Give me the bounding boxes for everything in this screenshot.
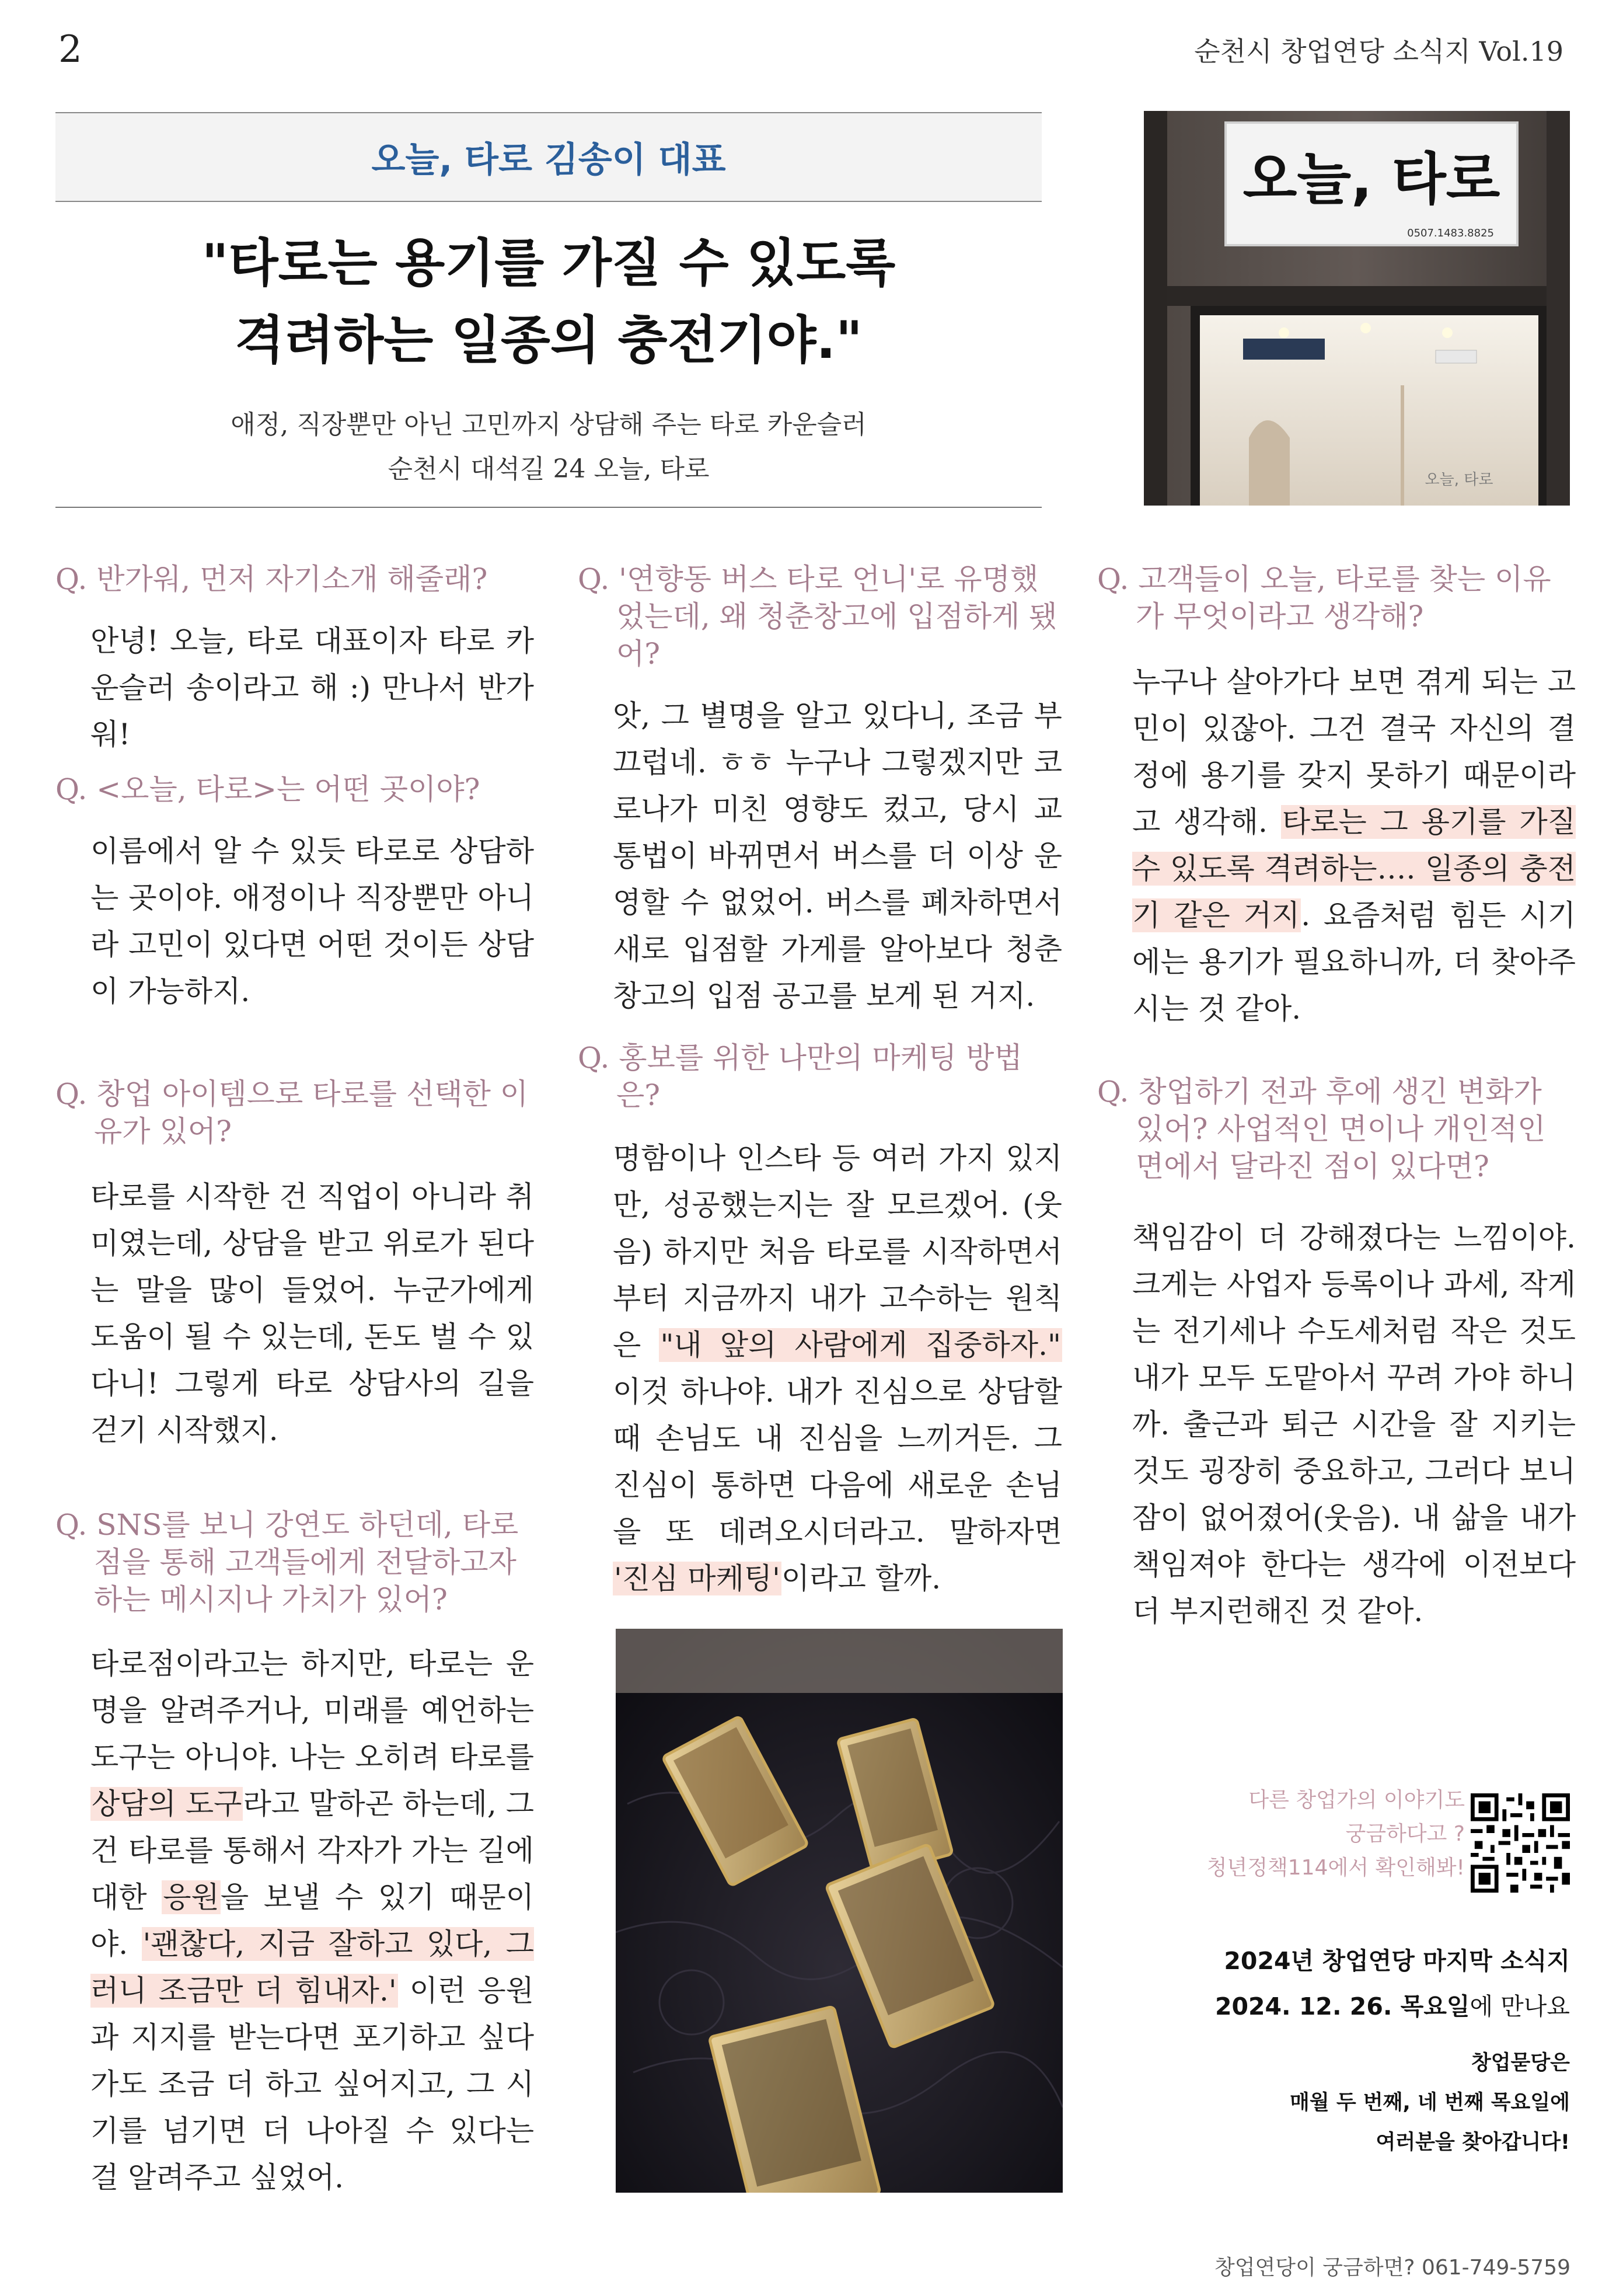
highlighted-text: 타로는 그 용기를 가질 수 있도록 격려하는…. 일종의 충전기 같은 거지 — [1132, 805, 1576, 932]
question: Q. SNS를 보니 강연도 하던데, 타로점을 통해 고객들에게 전달하고자 하는 메시지나 가치가 있어? — [55, 1508, 519, 1616]
subtitle-line: 순천시 대석길 24 오늘, 타로 — [388, 454, 710, 484]
next-issue-notice — [1109, 1938, 1570, 2029]
subtitle-line: 애정, 직장뿐만 아닌 고민까지 상담해 주는 타로 카운슬러 — [231, 410, 867, 440]
headline-line: "타로는 용기를 가질 수 있도록 — [201, 233, 896, 293]
answer: 이름에서 알 수 있듯 타로로 상담하는 곳이야. 애정이나 직장뿐만 아니라 고민이 있다면 어떤 것이든 상담이 가능하지. — [90, 834, 534, 1008]
page-number: 2 — [58, 28, 82, 71]
highlighted-text: '괜찮다, 지금 잘하고 있다, 그러니 조금만 더 힘내자.' — [90, 1927, 534, 2008]
highlighted-text: '진심 마케팅' — [614, 1562, 780, 1595]
promo-line: 다른 창업가의 이야기도 — [1248, 1788, 1465, 1812]
qa-section — [578, 560, 1062, 1019]
highlighted-text: 상담의 도구 — [92, 1787, 242, 1821]
qr-code[interactable] — [1471, 1793, 1570, 1893]
highlighted-text: 응원 — [163, 1880, 219, 1914]
notice-line: 에 만나요 — [1470, 1992, 1570, 2020]
highlighted-text: "내 앞의 사람에게 집중하자." — [660, 1328, 1061, 1362]
question: Q. 창업하기 전과 후에 생긴 변화가 있어? 사업적인 면이나 개인적인 면에서 달라진 점이 있다면? — [1097, 1075, 1546, 1183]
answer: 안녕! 오늘, 타로 대표이자 타로 카운슬러 송이라고 해 :) 만나서 반가워! — [90, 624, 534, 751]
interview-title: 오늘, 타로 김송이 대표 — [371, 140, 726, 180]
qa-section — [55, 560, 534, 758]
tarot-cards-photo — [616, 1629, 1063, 2193]
promo-line: 궁금하다고 ? — [1345, 1822, 1465, 1846]
monthly-line: 여러분을 찾아갑니다! — [1376, 2131, 1570, 2154]
newsletter-title: 순천시 창업연당 소식지 Vol.19 — [1194, 36, 1563, 67]
question: Q. <오늘, 타로>는 어떤 곳이야? — [55, 772, 480, 806]
store-sign-phone: 0507.1483.8825 — [1407, 227, 1494, 239]
answer: 책임감이 더 강해졌다는 느낌이야. 크게는 사업자 등록이나 과세, 작게는 전기세나 수도세처럼 작은 것도 내가 모두 도맡아서 꾸려 가야 하니까. 출근과 퇴근 시간을 잘 지키는 것도 굉장히 중요하고, 그러다 보니 잠이 없어졌어(웃음). 내 삶을 내가 책임져야 한다는 생각에 이전보다 더 부지런해진 것 같아. — [1132, 1221, 1576, 1628]
tarot-cards-image — [616, 1629, 1063, 2193]
notice-line: 2024년 창업연당 마지막 소식지 — [1224, 1947, 1570, 1975]
subtitle — [55, 403, 1042, 492]
answer: 타로점이라고는 하지만, 타로는 운명을 알려주거나, 미래를 예언하는 도구는 아니야. 나는 오히려 타로를 상담의 도구라고 말하곤 하는데, 그건 타로를 통해서 각자가 가는 길에 대한 응원을 보낼 수 있기 때문이야. '괜찮다, 지금 잘하고 있다, 그러니 조금만 더 힘내자.' 이런 응원과 지지를 받는다면 포기하고 싶다가도 조금 더 하고 싶어지고, 그 시기를 넘기면 더 나아질 수 있다는 걸 알려주고 싶었어. — [90, 1647, 534, 2194]
answer: 명함이나 인스타 등 여러 가지 있지만, 성공했는지는 잘 모르겠어. (웃음) 하지만 처음 타로를 시작하면서부터 지금까지 내가 고수하는 원칙은 "내 앞의 사람에게 집중하자." 이것 하나야. 내가 진심으로 상담할 때 손님도 내 진심을 느끼거든. 그 진심이 통하면 다음에 새로운 손님을 또 데려오시더라고. 말하자면 '진심 마케팅'이라고 할까. — [613, 1141, 1062, 1595]
store-sign-name: 오늘, 타로 — [1242, 147, 1500, 212]
monthly-line: 매월 두 번째, 네 번째 목요일에 — [1290, 2091, 1570, 2114]
promo-line: 청년정책114에서 확인해봐! — [1206, 1856, 1465, 1880]
interview-title-box — [55, 112, 1042, 202]
qa-section — [1097, 560, 1576, 1032]
store-window-text: 오늘, 타로 — [1425, 471, 1493, 489]
contact-info: 창업연당이 궁금하면? 061-749-5759 — [1214, 2256, 1570, 2280]
question: Q. 홍보를 위한 나만의 마케팅 방법은? — [578, 1041, 1022, 1112]
qa-section — [1097, 1073, 1576, 1635]
headline-line: 격려하는 일종의 충전기야." — [235, 310, 863, 370]
qa-section — [55, 771, 534, 1015]
notice-date: 2024. 12. 26. 목요일 — [1214, 1992, 1470, 2020]
qa-section — [55, 1075, 534, 1454]
question: Q. 창업 아이템으로 타로를 선택한 이유가 있어? — [55, 1077, 529, 1148]
promo-text — [1138, 1783, 1465, 1885]
qa-section — [578, 1039, 1062, 1602]
monthly-line: 창업묻당은 — [1471, 2051, 1570, 2075]
answer: 타로를 시작한 건 직업이 아니라 취미였는데, 상담을 받고 위로가 된다는 말을 많이 들었어. 누군가에게 도움이 될 수 있는데, 돈도 벌 수 있다니! 그렇게 타로 상담사의 길을 걷기 시작했지. — [90, 1180, 534, 1447]
monthly-visit-note — [1138, 2043, 1570, 2162]
question: Q. '연향동 버스 타로 언니'로 유명했었는데, 왜 청춘창고에 입점하게 됐어? — [578, 562, 1057, 671]
store-front-image — [1144, 111, 1570, 506]
store-photo — [1144, 111, 1570, 506]
question: Q. 고객들이 오늘, 타로를 찾는 이유가 무엇이라고 생각해? — [1097, 562, 1551, 633]
answer: 누구나 살아가다 보면 겪게 되는 고민이 있잖아. 그건 결국 자신의 결정에 용기를 갖지 못하기 때문이라고 생각해. 타로는 그 용기를 가질 수 있도록 격려하는…. 일종의 충전기 같은 거지. 요즘처럼 힘든 시기에는 용기가 필요하니까, 더 찾아주시는 것 같아. — [1132, 665, 1576, 1026]
headline-quote — [55, 225, 1042, 379]
answer: 앗, 그 별명을 알고 있다니, 조금 부끄럽네. ㅎㅎ 누구나 그렇겠지만 코로나가 미친 영향도 컸고, 당시 교통법이 바뀌면서 버스를 더 이상 운영할 수 없었어. 버스를 폐차하면서 새로 입점할 가게를 알아보다 청춘창고의 입점 공고를 보게 된 거지. — [613, 699, 1062, 1013]
divider — [55, 507, 1042, 508]
qa-section — [55, 1506, 534, 2201]
question: Q. 반가워, 먼저 자기소개 해줄래? — [55, 562, 488, 596]
